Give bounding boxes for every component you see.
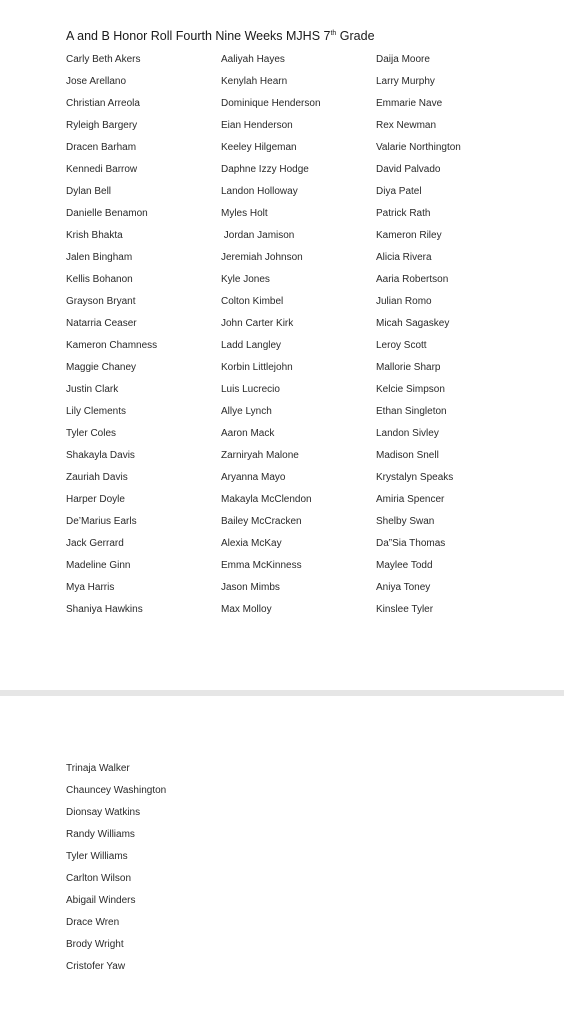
student-name: Aryanna Mayo — [221, 472, 286, 483]
student-name: Drace Wren — [66, 917, 120, 928]
title-suffix: Grade — [336, 29, 375, 43]
name-column-3 — [376, 53, 461, 625]
student-name: Amiria Spencer — [376, 494, 445, 505]
student-name: Allye Lynch — [221, 406, 272, 417]
student-name: Diya Patel — [376, 186, 422, 197]
student-name: Landon Holloway — [221, 186, 298, 197]
student-name: Chauncey Washington — [66, 785, 167, 796]
student-name: Christian Arreola — [66, 98, 140, 109]
student-name: Krish Bhakta — [66, 230, 123, 241]
student-name: Colton Kimbel — [221, 296, 284, 307]
student-name: Eian Henderson — [221, 120, 293, 131]
student-name: Kinslee Tyler — [376, 604, 434, 615]
student-name: David Palvado — [376, 164, 441, 175]
student-name: Korbin Littlejohn — [221, 362, 293, 373]
student-name: Carly Beth Akers — [66, 54, 141, 65]
student-name: Ethan Singleton — [376, 406, 447, 417]
student-name: Keeley Hilgeman — [221, 142, 297, 153]
student-name: Larry Murphy — [376, 76, 435, 87]
student-name: Max Molloy — [221, 604, 272, 615]
student-name: Micah Sagaskey — [376, 318, 450, 329]
student-name: Jalen Bingham — [66, 252, 133, 263]
student-name: Justin Clark — [66, 384, 119, 395]
student-name: Kenylah Hearn — [221, 76, 288, 87]
student-name: Dylan Bell — [66, 186, 112, 197]
document-page-2 — [0, 696, 564, 1024]
student-name: Emma McKinness — [221, 560, 302, 571]
student-name: Kameron Riley — [376, 230, 442, 241]
student-name: Patrick Rath — [376, 208, 431, 219]
student-name: Leroy Scott — [376, 340, 427, 351]
student-name: Zauriah Davis — [66, 472, 128, 483]
student-name: Abigail Winders — [66, 895, 136, 906]
student-name: Danielle Benamon — [66, 208, 148, 219]
student-name: Lily Clements — [66, 406, 127, 417]
student-name: Makayla McClendon — [221, 494, 312, 505]
name-column-4 — [66, 762, 166, 982]
student-name: Rex Newman — [376, 120, 437, 131]
title-main: A and B Honor Roll Fourth Nine Weeks MJHS 7 — [66, 29, 331, 43]
student-name: Kyle Jones — [221, 274, 270, 285]
student-name: Tyler Coles — [66, 428, 117, 439]
student-name: Dracen Barham — [66, 142, 137, 153]
student-name: Kellis Bohanon — [66, 274, 133, 285]
student-name: Madison Snell — [376, 450, 439, 461]
student-name: De’Marius Earls — [66, 516, 137, 527]
student-name: Jose Arellano — [66, 76, 127, 87]
student-name: Julian Romo — [376, 296, 432, 307]
student-name: Harper Doyle — [66, 494, 125, 505]
student-name: Ryleigh Bargery — [66, 120, 138, 131]
student-name: Tyler Williams — [66, 851, 128, 862]
student-name: Shelby Swan — [376, 516, 435, 527]
name-column-1 — [66, 53, 157, 625]
student-name: John Carter Kirk — [221, 318, 294, 329]
student-name: Kelcie Simpson — [376, 384, 445, 395]
student-name: Aaria Robertson — [376, 274, 449, 285]
student-name: Alicia Rivera — [376, 252, 432, 263]
student-name: Bailey McCracken — [221, 516, 302, 527]
student-name: Kameron Chamness — [66, 340, 158, 351]
student-name: Jason Mimbs — [221, 582, 280, 593]
student-name: Trinaja Walker — [66, 763, 130, 774]
student-name: Emmarie Nave — [376, 98, 443, 109]
student-name: Carlton Wilson — [66, 873, 132, 884]
student-name: Cristofer Yaw — [66, 961, 126, 972]
student-name: Krystalyn Speaks — [376, 472, 454, 483]
student-name: Landon Sivley — [376, 428, 439, 439]
student-name: Mallorie Sharp — [376, 362, 441, 373]
student-name: Myles Holt — [221, 208, 268, 219]
student-name: Dominique Henderson — [221, 98, 321, 109]
student-name: Daphne Izzy Hodge — [221, 164, 309, 175]
student-name: Ladd Langley — [221, 340, 282, 351]
title-superscript: th — [330, 29, 337, 37]
student-name: Maggie Chaney — [66, 362, 137, 373]
student-name: Jordan Jamison — [221, 230, 295, 241]
student-name: Shakayla Davis — [66, 450, 135, 461]
document-title — [66, 29, 375, 43]
student-name: Mya Harris — [66, 582, 115, 593]
student-name: Valarie Northington — [376, 142, 461, 153]
student-name: Jeremiah Johnson — [221, 252, 303, 263]
student-name: Grayson Bryant — [66, 296, 136, 307]
student-name: Da”Sia Thomas — [376, 538, 446, 549]
student-name: Daija Moore — [376, 54, 430, 65]
student-name: Kennedi Barrow — [66, 164, 138, 175]
student-name: Shaniya Hawkins — [66, 604, 143, 615]
student-name: Dionsay Watkins — [66, 807, 141, 818]
student-name: Aniya Toney — [376, 582, 431, 593]
student-name: Randy Williams — [66, 829, 135, 840]
student-name: Alexia McKay — [221, 538, 282, 549]
student-name: Madeline Ginn — [66, 560, 131, 571]
student-name: Brody Wright — [66, 939, 124, 950]
student-name: Jack Gerrard — [66, 538, 124, 549]
student-name: Aaron Mack — [221, 428, 275, 439]
student-name: Aaliyah Hayes — [221, 54, 285, 65]
name-column-2 — [221, 53, 321, 625]
student-name: Luis Lucrecio — [221, 384, 280, 395]
student-name: Maylee Todd — [376, 560, 433, 571]
student-name: Natarria Ceaser — [66, 318, 137, 329]
student-name: Zarniryah Malone — [221, 450, 299, 461]
